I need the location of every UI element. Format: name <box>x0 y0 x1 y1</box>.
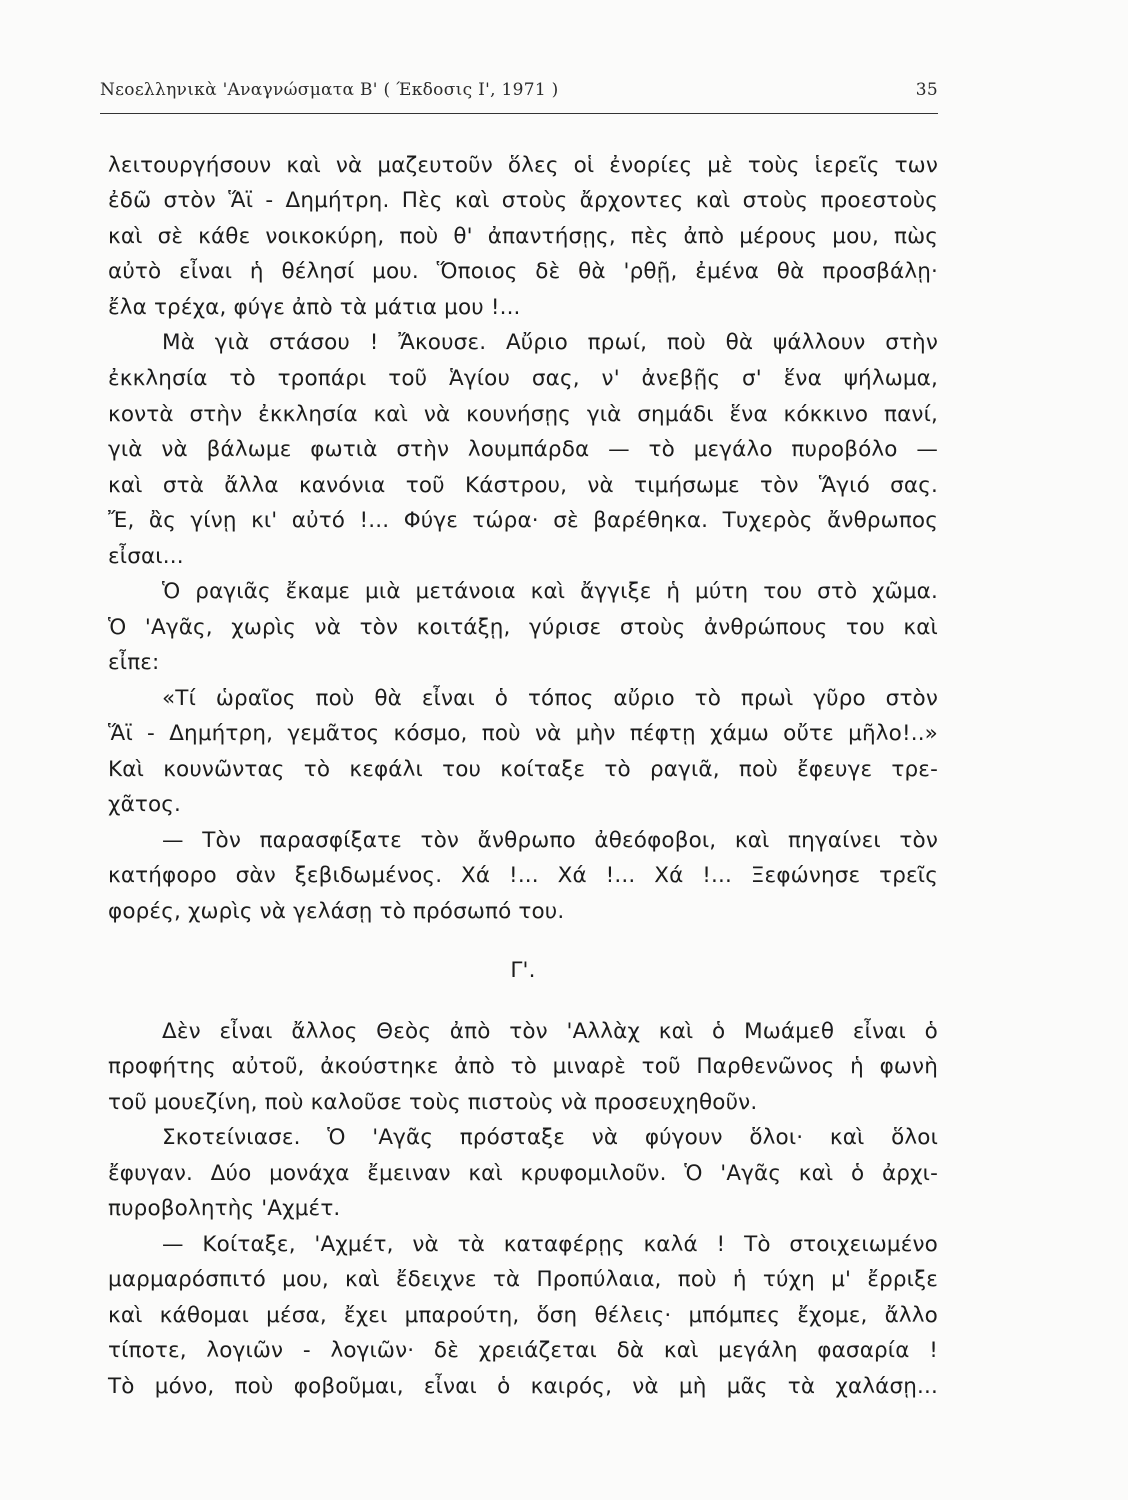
text-line: ἔλα τρέχα, φύγε ἀπὸ τὰ μάτια μου !... <box>108 295 521 320</box>
text-line: κατήφορο σὰν ξεβιδωμένος. Χά !... Χά !... Χά !... Ξεφώνησε τρεῖς <box>108 863 938 888</box>
text-line: πυροβολητὴς 'Αχμέτ. <box>108 1196 341 1221</box>
text-line: ἐκκλησία τὸ τροπάρι τοῦ Ἁγίου σας, ν' ἀνεβῇς σ' ἕνα ψήλωμα, <box>108 366 938 391</box>
text-line: κοντὰ στὴν ἐκκλησία καὶ νὰ κουνήσῃς γιὰ σημάδι ἕνα κόκκινο πανί, <box>108 402 938 427</box>
text-line: Τὸ μόνο, ποὺ φοβοῦμαι, εἶναι ὁ καιρός, νὰ μὴ μᾶς τὰ χαλάσῃ... <box>108 1374 938 1399</box>
text-line: γιὰ νὰ βάλωμε φωτιὰ στὴν λουμπάρδα — τὸ μεγάλο πυροβόλο — <box>108 437 938 462</box>
header-title: Νεοελληνικὰ 'Αναγνώσματα Β' ( Έκδοσις Ι', 1971 ) <box>100 80 559 100</box>
text-line: — Κοίταξε, 'Αχμέτ, νὰ τὰ καταφέρῃς καλά ! Τὸ στοιχειωμένο <box>162 1232 938 1257</box>
text-line: — Τὸν παρασφίξατε τὸν ἄνθρωπο ἀθεόφοβοι, καὶ πηγαίνει τὸν <box>162 828 938 853</box>
page-number: 35 <box>915 80 938 100</box>
header-rule <box>100 113 938 114</box>
text-line: Δὲν εἶναι ἄλλος Θεὸς ἀπὸ τὸν 'Αλλὰχ καὶ ὁ Μωάμεθ εἶναι ὁ <box>162 1019 938 1044</box>
text-line: «Τί ὡραῖος ποὺ θὰ εἶναι ὁ τόπος αὔριο τὸ πρωὶ γῦρο στὸν <box>162 686 938 711</box>
text-line: Σκοτείνιασε. Ὁ 'Αγᾶς πρόσταξε νὰ φύγουν ὅλοι· καὶ ὅλοι <box>162 1125 938 1150</box>
text-line: Ὁ ραγιᾶς ἔκαμε μιὰ μετάνοια καὶ ἄγγιξε ἡ μύτη του στὸ χῶμα. <box>162 579 938 604</box>
text-line: καὶ στὰ ἄλλα κανόνια τοῦ Κάστρου, νὰ τιμήσωμε τὸν Ἅγιό σας. <box>108 473 938 498</box>
text-line: προφήτης αὐτοῦ, ἀκούστηκε ἀπὸ τὸ μιναρὲ τοῦ Παρθενῶνος ἡ φωνὴ <box>108 1054 938 1079</box>
text-line: φορές, χωρὶς νὰ γελάσῃ τὸ πρόσωπό του. <box>108 899 565 924</box>
text-line: εἶσαι... <box>108 544 184 569</box>
text-line: Ἔ, ἂς γίνῃ κι' αὐτό !... Φύγε τώρα· σὲ βαρέθηκα. Τυχερὸς ἄνθρωπος <box>108 508 938 533</box>
text-line: εἶπε: <box>108 650 160 675</box>
running-header <box>100 80 938 110</box>
text-line: ἐδῶ στὸν Ἅϊ - Δημήτρη. Πὲς καὶ στοὺς ἄρχοντες καὶ στοὺς προεστοὺς <box>108 188 938 213</box>
text-line: αὐτὸ εἶναι ἡ θέλησί μου. Ὅποιος δὲ θὰ 'ρθῇ, ἐμένα θὰ προσβάλῃ· <box>108 259 938 284</box>
text-line: καὶ σὲ κάθε νοικοκύρη, ποὺ θ' ἀπαντήσῃς, πὲς ἀπὸ μέρους μου, πὼς <box>108 224 938 249</box>
text-line: Ἅϊ - Δημήτρη, γεμᾶτος κόσμο, ποὺ νὰ μὴν πέφτῃ χάμω οὔτε μῆλο!..» <box>108 721 938 746</box>
text-line: τοῦ μουεζίνη, ποὺ καλοῦσε τοὺς πιστοὺς νὰ προσευχηθοῦν. <box>108 1090 758 1115</box>
text-line: τίποτε, λογιῶν - λογιῶν· δὲ χρειάζεται δὰ καὶ μεγάλη φασαρία ! <box>108 1338 938 1363</box>
text-line: Καὶ κουνῶντας τὸ κεφάλι του κοίταξε τὸ ραγιᾶ, ποὺ ἔφευγε τρε- <box>108 757 938 782</box>
text-line: καὶ κάθομαι μέσα, ἔχει μπαρούτη, ὅση θέλεις· μπόμπες ἔχομε, ἄλλο <box>108 1303 938 1328</box>
text-line: χᾶτος. <box>108 792 182 817</box>
text-line: μαρμαρόσπιτό μου, καὶ ἔδειχνε τὰ Προπύλαια, ποὺ ἡ τύχη μ' ἔρριξε <box>108 1267 938 1292</box>
text-line: Μὰ γιὰ στάσου ! Ἄκουσε. Αὔριο πρωί, ποὺ θὰ ψάλλουν στὴν <box>162 330 938 355</box>
text-line: λειτουργήσουν καὶ νὰ μαζευτοῦν ὅλες οἱ ἐνορίες μὲ τοὺς ἱερεῖς των <box>108 153 938 178</box>
text-line: Ὁ 'Αγᾶς, χωρὶς νὰ τὸν κοιτάξῃ, γύρισε στοὺς ἀνθρώπους του καὶ <box>108 615 938 640</box>
text-line: ἔφυγαν. Δύο μονάχα ἔμειναν καὶ κρυφομιλοῦν. Ὁ 'Αγᾶς καὶ ὁ ἀρχι- <box>108 1161 938 1186</box>
section-heading: Γ'. <box>510 958 536 983</box>
